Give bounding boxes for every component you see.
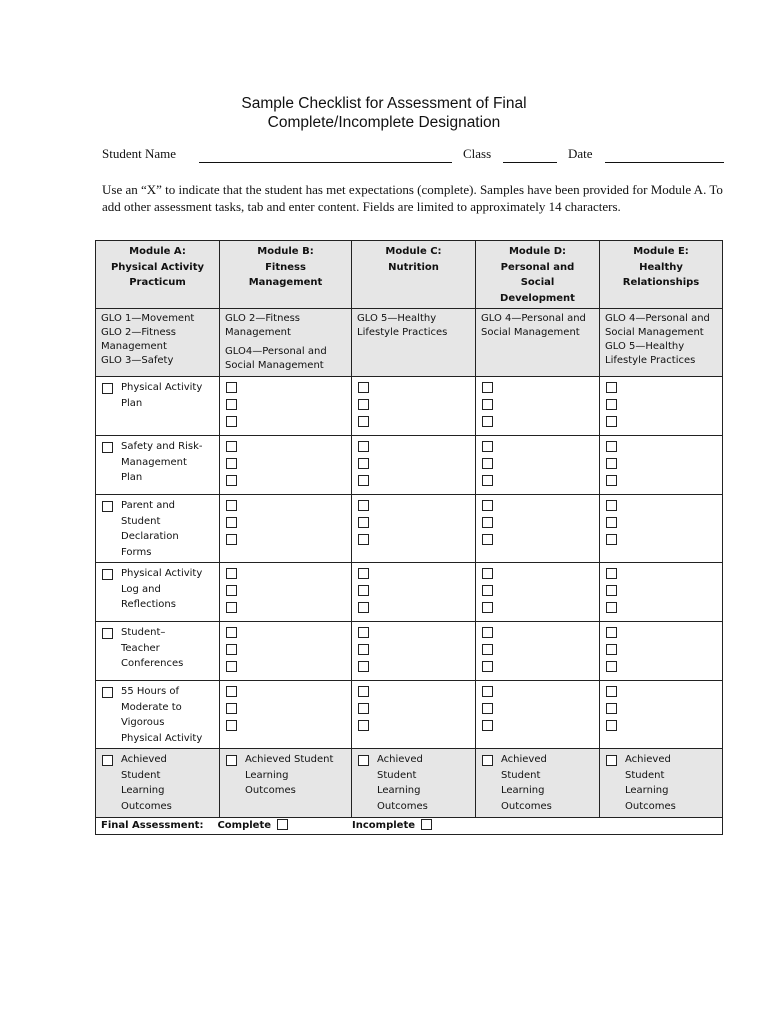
achieved-label-line: Achieved — [377, 754, 423, 765]
title-line-1: Sample Checklist for Assessment of Final — [241, 95, 527, 112]
achieved-checkbox[interactable] — [482, 755, 493, 766]
task-item — [101, 498, 214, 560]
task-checkbox[interactable] — [358, 441, 369, 452]
task-row — [96, 681, 723, 749]
student-name-label: Student Name — [102, 146, 177, 161]
task-checkbox[interactable] — [482, 661, 493, 672]
achieved-label-line: Student — [625, 769, 665, 781]
task-label-line: Safety and Risk- — [121, 441, 203, 452]
task-row — [96, 622, 723, 681]
task-label-line: Physical Activity — [121, 732, 203, 744]
task-label-line: Plan — [121, 397, 143, 409]
achieved-label-line: Outcomes — [121, 800, 172, 812]
task-checkbox[interactable] — [358, 399, 369, 410]
task-checkbox[interactable] — [606, 500, 617, 511]
task-label-line: Teacher — [121, 642, 160, 654]
task-checkbox[interactable] — [482, 627, 493, 638]
glo-cell — [476, 309, 600, 377]
task-item — [101, 625, 214, 672]
task-checkbox[interactable] — [226, 568, 237, 579]
date-field[interactable] — [605, 162, 724, 163]
module-header-row — [96, 241, 723, 309]
task-checkbox[interactable] — [358, 720, 369, 731]
module-header-line: Healthy — [639, 261, 683, 273]
task-checkbox[interactable] — [102, 501, 113, 512]
task-checkbox[interactable] — [226, 661, 237, 672]
checkbox-cell — [476, 622, 600, 681]
checkbox-cell — [352, 563, 476, 622]
task-cell — [96, 681, 220, 749]
task-checkbox[interactable] — [102, 569, 113, 580]
checkbox-cell — [476, 681, 600, 749]
task-row — [96, 495, 723, 563]
glo-item: GLO 5—Healthy Lifestyle Practices — [357, 313, 448, 338]
task-checkbox[interactable] — [226, 399, 237, 410]
achieved-label — [501, 752, 552, 814]
checkbox-cell — [352, 495, 476, 563]
checkbox-cell — [600, 681, 723, 749]
achieved-label-line: Learning — [501, 785, 545, 796]
module-header-line: Module C: — [385, 246, 442, 257]
module-header-d — [476, 241, 600, 309]
task-checkbox[interactable] — [358, 644, 369, 655]
task-label-line: Plan — [121, 472, 143, 483]
task-checkbox[interactable] — [606, 382, 617, 393]
achieved-cell — [476, 749, 600, 818]
achieved-label-line: Achieved — [625, 754, 671, 765]
task-checkbox[interactable] — [606, 585, 617, 596]
checkbox-cell — [220, 681, 352, 749]
task-checkbox[interactable] — [226, 585, 237, 596]
task-label — [121, 684, 202, 746]
task-checkbox[interactable] — [226, 644, 237, 655]
task-label-line: Physical Activity — [121, 382, 203, 393]
task-checkbox[interactable] — [226, 703, 237, 714]
task-checkbox[interactable] — [358, 534, 369, 545]
task-label — [121, 498, 179, 560]
document-title — [0, 94, 768, 132]
task-checkbox[interactable] — [358, 661, 369, 672]
task-cell — [96, 622, 220, 681]
task-label-line: Declaration — [121, 531, 179, 542]
task-checkbox[interactable] — [226, 517, 237, 528]
checkbox-cell — [476, 377, 600, 436]
module-header-line: Nutrition — [388, 261, 439, 273]
complete-label: Complete — [217, 820, 272, 831]
achieved-item — [225, 752, 346, 799]
achieved-item — [357, 752, 470, 814]
task-checkbox[interactable] — [358, 416, 369, 427]
task-checkbox[interactable] — [226, 382, 237, 393]
task-checkbox[interactable] — [606, 441, 617, 452]
task-label-line: Forms — [121, 546, 152, 558]
checkbox-cell — [220, 622, 352, 681]
achieved-cell — [220, 749, 352, 818]
task-checkbox[interactable] — [358, 568, 369, 579]
task-checkbox[interactable] — [226, 627, 237, 638]
task-label-line: Student — [121, 515, 161, 527]
glo-cell — [220, 309, 352, 377]
task-label-line: Log and — [121, 583, 161, 595]
task-row — [96, 563, 723, 622]
checkbox-cell — [600, 377, 723, 436]
module-header-line: Fitness — [265, 261, 306, 273]
achieved-label-line: Achieved — [121, 754, 167, 765]
achieved-checkbox[interactable] — [102, 755, 113, 766]
achieved-label-line: Student — [501, 769, 541, 781]
achieved-label-line: Outcomes — [625, 800, 676, 812]
student-name-field[interactable] — [199, 162, 452, 163]
module-header-line: Physical Activity — [110, 261, 205, 273]
task-label — [121, 380, 202, 411]
module-header-e — [600, 241, 723, 309]
task-checkbox[interactable] — [482, 644, 493, 655]
task-checkbox[interactable] — [482, 703, 493, 714]
task-checkbox[interactable] — [482, 585, 493, 596]
final-assessment-label: Final Assessment: — [101, 820, 204, 831]
assessment-checklist-table — [95, 240, 723, 835]
task-checkbox[interactable] — [358, 627, 369, 638]
task-label-line: Conferences — [121, 658, 184, 669]
task-checkbox[interactable] — [606, 602, 617, 613]
checkbox-cell — [600, 563, 723, 622]
task-label — [121, 625, 183, 672]
module-header-line: Social — [520, 277, 555, 288]
task-checkbox[interactable] — [358, 458, 369, 469]
task-checkbox[interactable] — [358, 703, 369, 714]
module-header-line: Module B: — [257, 246, 314, 257]
task-checkbox[interactable] — [482, 534, 493, 545]
checkbox-cell — [600, 436, 723, 495]
task-checkbox[interactable] — [358, 500, 369, 511]
checkbox-cell — [600, 495, 723, 563]
module-header-line: Module D: — [508, 246, 567, 257]
task-checkbox[interactable] — [226, 686, 237, 697]
title-line-2: Complete/Incomplete Designation — [267, 114, 501, 131]
glo-item: GLO4—Personal and Social Management — [225, 346, 327, 371]
checkbox-cell — [352, 436, 476, 495]
checkbox-cell — [476, 563, 600, 622]
achieved-item — [101, 752, 214, 814]
glo-cell — [96, 309, 220, 377]
task-checkbox[interactable] — [226, 500, 237, 511]
achieved-item — [605, 752, 717, 814]
class-field[interactable] — [503, 162, 557, 163]
glo-item: GLO 1—Movement — [101, 313, 195, 324]
achieved-checkbox[interactable] — [606, 755, 617, 766]
task-checkbox[interactable] — [358, 475, 369, 486]
task-checkbox[interactable] — [482, 686, 493, 697]
glo-item: GLO 3—Safety — [101, 355, 174, 366]
achieved-label-line: Learning — [625, 785, 669, 796]
achieved-item — [481, 752, 594, 814]
task-cell — [96, 563, 220, 622]
module-header-line: Practicum — [129, 277, 186, 288]
task-checkbox[interactable] — [102, 442, 113, 453]
checkbox-cell — [220, 377, 352, 436]
task-checkbox[interactable] — [606, 644, 617, 655]
checkbox-cell — [476, 436, 600, 495]
date-label: Date — [568, 146, 593, 161]
task-checkbox[interactable] — [358, 382, 369, 393]
task-checkbox[interactable] — [226, 602, 237, 613]
task-checkbox[interactable] — [606, 517, 617, 528]
module-header-line: Personal and — [500, 261, 575, 273]
final-assessment-row — [96, 818, 723, 835]
task-checkbox[interactable] — [606, 627, 617, 638]
achieved-label-line: Learning — [121, 785, 165, 796]
task-checkbox[interactable] — [102, 628, 113, 639]
checkbox-cell — [352, 681, 476, 749]
module-header-line: Module E: — [633, 246, 689, 257]
complete-checkbox[interactable] — [277, 819, 288, 830]
task-checkbox[interactable] — [482, 517, 493, 528]
glo-item: GLO 2—Fitness Management — [225, 313, 301, 338]
achieved-label-line: Student — [377, 769, 417, 781]
task-cell — [96, 436, 220, 495]
achieved-label-line: Learning — [377, 785, 421, 796]
task-checkbox[interactable] — [606, 661, 617, 672]
achieved-label-line: Student — [121, 769, 161, 781]
glo-row — [96, 309, 723, 377]
achieved-checkbox[interactable] — [226, 755, 237, 766]
student-info-row — [102, 146, 727, 166]
final-assessment-cell — [96, 818, 723, 835]
glo-item: GLO 4—Personal and Social Management — [481, 313, 586, 338]
achieved-row — [96, 749, 723, 818]
class-label: Class — [463, 146, 492, 161]
task-checkbox[interactable] — [102, 687, 113, 698]
task-label-line: Physical Activity — [121, 568, 203, 579]
achieved-checkbox[interactable] — [358, 755, 369, 766]
module-header-b — [220, 241, 352, 309]
glo-item: GLO 2—Fitness Management — [101, 327, 177, 352]
task-checkbox[interactable] — [482, 458, 493, 469]
task-cell — [96, 377, 220, 436]
task-checkbox[interactable] — [606, 458, 617, 469]
task-checkbox[interactable] — [482, 568, 493, 579]
task-checkbox[interactable] — [482, 382, 493, 393]
checkbox-cell — [476, 495, 600, 563]
task-checkbox[interactable] — [482, 416, 493, 427]
achieved-label — [377, 752, 428, 814]
task-checkbox[interactable] — [606, 686, 617, 697]
checkbox-cell — [220, 563, 352, 622]
task-label-line: Reflections — [121, 599, 176, 610]
task-item — [101, 380, 214, 411]
glo-item: GLO 5—Healthy Lifestyle Practices — [605, 341, 696, 366]
glo-cell — [352, 309, 476, 377]
task-checkbox[interactable] — [606, 399, 617, 410]
achieved-label — [121, 752, 172, 814]
task-checkbox[interactable] — [358, 585, 369, 596]
task-label-line: Management — [121, 456, 187, 468]
task-item — [101, 566, 214, 613]
task-label-line: Student– — [121, 627, 166, 638]
glo-item: GLO 4—Personal and Social Management — [605, 313, 710, 338]
incomplete-checkbox[interactable] — [421, 819, 432, 830]
task-checkbox[interactable] — [482, 500, 493, 511]
achieved-label-line: Learning — [245, 769, 289, 781]
achieved-label — [625, 752, 676, 814]
achieved-label-line: Outcomes — [377, 800, 428, 812]
achieved-label-line: Achieved Student — [245, 754, 334, 765]
module-header-c — [352, 241, 476, 309]
task-checkbox[interactable] — [358, 517, 369, 528]
glo-cell — [600, 309, 723, 377]
task-checkbox[interactable] — [226, 458, 237, 469]
checkbox-cell — [352, 377, 476, 436]
checkbox-cell — [352, 622, 476, 681]
task-label-line: Parent and — [121, 500, 176, 511]
incomplete-label: Incomplete — [352, 820, 416, 831]
task-label-line: 55 Hours of — [121, 686, 180, 697]
task-checkbox[interactable] — [606, 720, 617, 731]
task-checkbox[interactable] — [226, 720, 237, 731]
task-checkbox[interactable] — [482, 441, 493, 452]
achieved-label-line: Achieved — [501, 754, 547, 765]
task-checkbox[interactable] — [606, 416, 617, 427]
checkbox-cell — [220, 495, 352, 563]
task-checkbox[interactable] — [606, 703, 617, 714]
task-checkbox[interactable] — [226, 441, 237, 452]
instructions-text: Use an “X” to indicate that the student has met expectations (complete). Samples have been provided for Module A. To add other assessment tasks, tab and enter content. Fields are limited to approximately 14 characters. — [102, 182, 723, 214]
achieved-label-line: Outcomes — [501, 800, 552, 812]
module-header-line: Relationships — [622, 277, 700, 288]
achieved-label-line: Outcomes — [245, 785, 296, 796]
achieved-label — [245, 752, 333, 799]
task-checkbox[interactable] — [226, 534, 237, 545]
module-header-line: Management — [248, 277, 323, 288]
task-checkbox[interactable] — [358, 602, 369, 613]
task-label-line: Vigorous — [121, 717, 165, 728]
task-checkbox[interactable] — [226, 416, 237, 427]
task-checkbox[interactable] — [606, 568, 617, 579]
task-checkbox[interactable] — [606, 534, 617, 545]
task-checkbox[interactable] — [102, 383, 113, 394]
task-row — [96, 377, 723, 436]
checkbox-cell — [220, 436, 352, 495]
task-checkbox[interactable] — [482, 399, 493, 410]
task-row — [96, 436, 723, 495]
task-label — [121, 566, 202, 613]
task-checkbox[interactable] — [482, 720, 493, 731]
task-checkbox[interactable] — [482, 602, 493, 613]
achieved-cell — [600, 749, 723, 818]
task-cell — [96, 495, 220, 563]
task-checkbox[interactable] — [606, 475, 617, 486]
task-checkbox[interactable] — [482, 475, 493, 486]
module-header-line: Module A: — [129, 246, 186, 257]
task-checkbox[interactable] — [226, 475, 237, 486]
achieved-cell — [96, 749, 220, 818]
task-checkbox[interactable] — [358, 686, 369, 697]
task-item — [101, 439, 214, 486]
task-label — [121, 439, 203, 486]
module-header-a — [96, 241, 220, 309]
checkbox-cell — [600, 622, 723, 681]
task-label-line: Moderate to — [121, 701, 182, 713]
module-header-line: Development — [500, 292, 575, 304]
achieved-cell — [352, 749, 476, 818]
task-item — [101, 684, 214, 746]
